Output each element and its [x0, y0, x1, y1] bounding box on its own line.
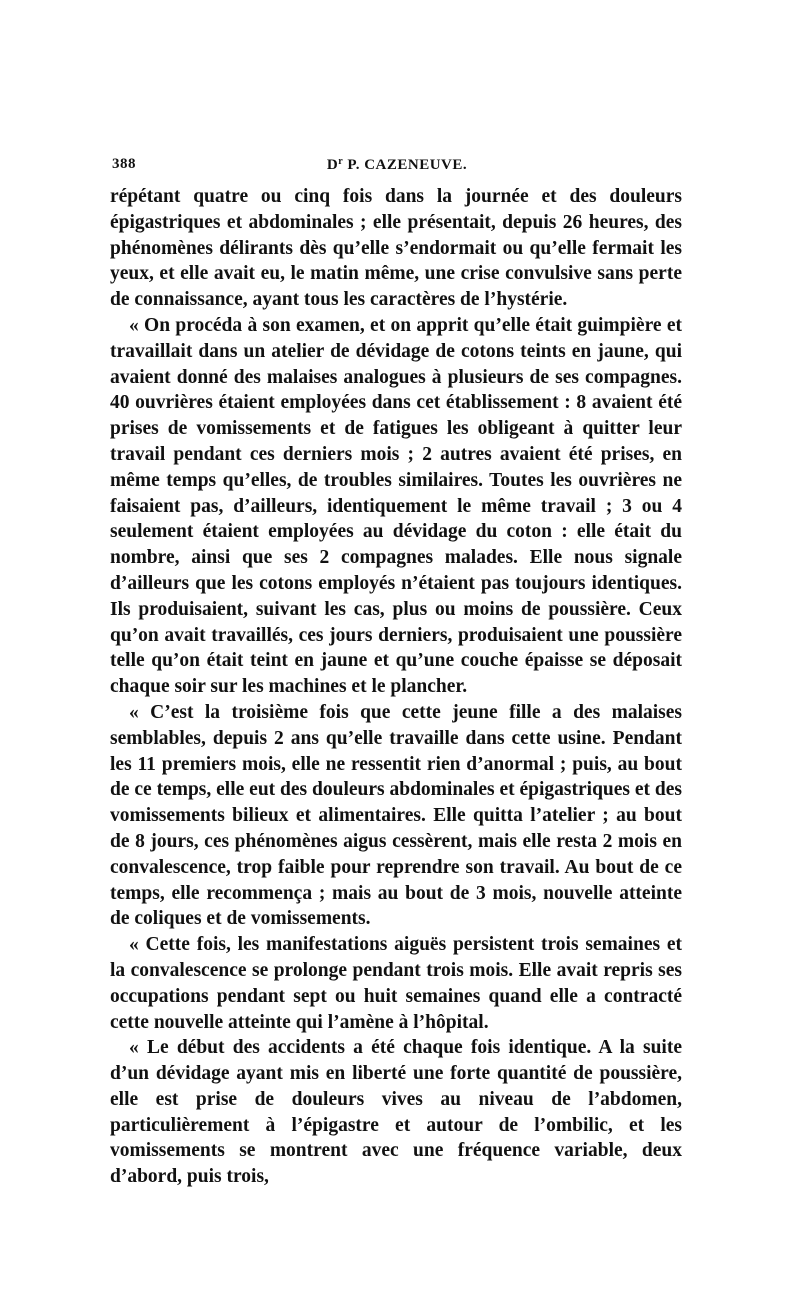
running-title-rest: P. CAZENEUVE.: [343, 157, 468, 173]
paragraph: « C’est la troisième fois que cette jeune fille a des malaises semblables, depuis 2 ans qu’elle travaille dans cette usine. Pendant les 11 premiers mois, elle ne ressentit rien d’anormal ; puis, au bout de ce temps, elle eut des douleurs abdominales et épigastriques et des vomissements bilieux et alimentaires. Elle quitta l’atelier ; au bout de 8 jours, ces phénomènes aigus cessèrent, mais elle resta 2 mois en convalescence, trop faible pour reprendre son travail. Au bout de ce temps, elle recommença ; mais au bout de 3 mois, nouvelle atteinte de coliques et de vomissements.: [110, 701, 682, 930]
running-head: [112, 156, 682, 180]
running-title-superscript: r: [338, 156, 344, 167]
running-title: [112, 156, 682, 174]
paragraph: « Cette fois, les manifestations aiguës persistent trois semaines et la convalescence se prolonge pendant trois mois. Elle avait repris ses occupations pendant sept ou huit semaines quand elle a contracté cette nouvelle atteinte qui l’amène à l’hôpital.: [110, 934, 682, 1033]
paragraph: « Le début des accidents a été chaque fois identique. A la suite d’un dévidage ayant mis en liberté une forte quantité de poussière, elle est prise de douleurs vives au niveau de l’abdomen, particulièrement à l’épigastre et autour de l’ombilic, et les vomissements se montrent avec une fréquence variable, deux d’abord, puis trois,: [110, 1037, 682, 1188]
paragraph-continued: répétant quatre ou cinq fois dans la journée et des douleurs épigastriques et abdominales ; elle présentait, depuis 26 heures, des phénomènes délirants dès qu’elle s’endormait ou qu’elle fermait les yeux, et elle avait eu, le matin même, une crise convulsive sans perte de connaissance, ayant tous les caractères de l’hystérie.: [110, 186, 682, 311]
body-text: [110, 184, 682, 1190]
paragraph: « On procéda à son examen, et on apprit qu’elle était guimpière et travaillait dans un atelier de dévidage de cotons teints en jaune, qui avaient donné des malaises analogues à plusieurs de ses compagnes. 40 ouvrières étaient employées dans cet établissement : 8 avaient été prises de vomissements et de fatigues les obligeant à quitter leur travail pendant ces derniers mois ; 2 autres avaient été prises, en même temps qu’elles, de troubles similaires. Toutes les ouvrières ne faisaient pas, d’ailleurs, identiquement le même travail ; 3 ou 4 seulement étaient employées au dévidage du coton : elle était du nombre, ainsi que ses 2 compagnes malades. Elle nous signale d’ailleurs que les cotons employés n’étaient pas toujours identiques. Ils produisaient, suivant les cas, plus ou moins de poussière. Ceux qu’on avait travaillés, ces jours derniers, produisaient une poussière telle qu’on était teint en jaune et qu’une couche épaisse se déposait chaque soir sur les machines et le plancher.: [110, 314, 682, 698]
running-title-prefix: D: [326, 157, 339, 173]
page-number: 388: [112, 156, 136, 172]
